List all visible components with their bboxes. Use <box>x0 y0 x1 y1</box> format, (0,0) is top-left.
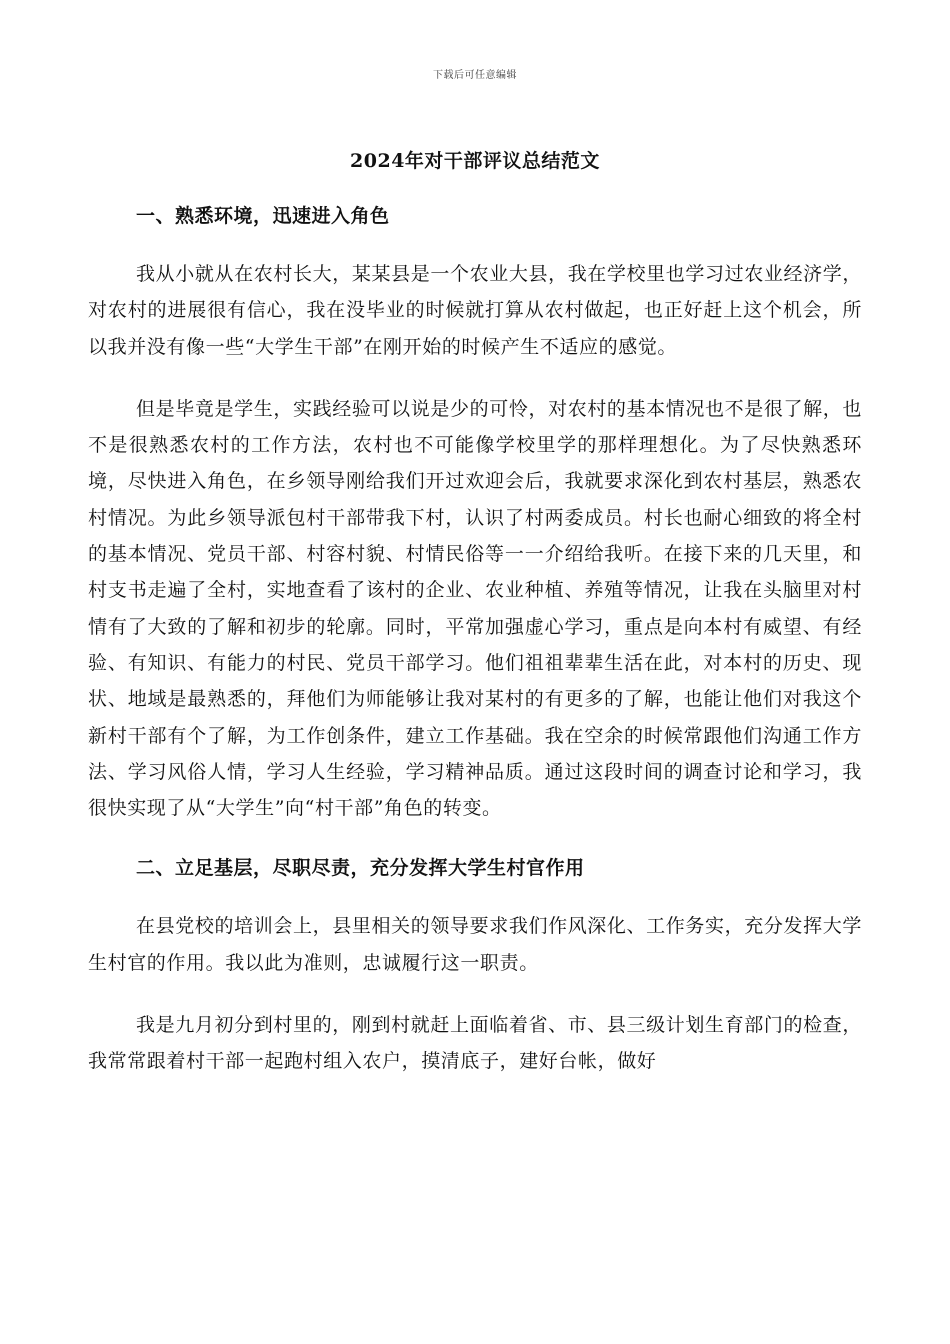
section-1-paragraph-2: 但是毕竟是学生，实践经验可以说是少的可怜，对农村的基本情况也不是很了解，也不是很熟悉农村的工作方法，农村也不可能像学校里学的那样理想化。为了尽快熟悉环境，尽快进入角色，在乡领导刚给我们开过欢迎会后，我就要求深化到农村基层，熟悉农村情况。为此乡领导派包村干部带我下村，认识了村两委成员。村长也耐心细致的将全村的基本情况、党员干部、村容村貌、村情民俗等一一介绍给我听。在接下来的几天里，和村支书走遍了全村，实地查看了该村的企业、农业种植、养殖等情况，让我在头脑里对村情有了大致的了解和初步的轮廓。同时，平常加强虚心学习，重点是向本村有威望、有经验、有知识、有能力的村民、党员干部学习。他们祖祖辈辈生活在此，对本村的历史、现状、地域是最熟悉的，拜他们为师能够让我对某村的有更多的了解，也能让他们对我这个新村干部有个了解，为工作创条件，建立工作基础。我在空余的时候常跟他们沟通工作方法、学习风俗人情，学习人生经验，学习精神品质。通过这段时间的调查讨论和学习，我很快实现了从“大学生”向“村干部”角色的转变。 <box>88 397 862 820</box>
section-heading-2: 二、立足基层，尽职尽责，充分发挥大学生村官作用 <box>136 857 585 880</box>
document-title: 2024年对干部评议总结范文 <box>350 150 600 172</box>
section-2-paragraph-2: 我是九月初分到村里的，刚到村就赶上面临着省、市、县三级计划生育部门的检查，我常常跟着村干部一起跑村组入农户，摸清底子，建好台帐，做好 <box>88 1014 862 1073</box>
header-note: 下载后可任意编辑 <box>433 70 517 81</box>
section-heading-1: 一、熟悉环境，迅速进入角色 <box>136 205 390 227</box>
section-1-paragraph-1: 我从小就从在农村长大，某某县是一个农业大县，我在学校里也学习过农业经济学，对农村的进展很有信心，我在没毕业的时候就打算从农村做起，也正好赶上这个机会，所以我并没有像一些“大学生干部”在刚开始的时候产生不适应的感觉。 <box>88 263 862 358</box>
section-2-paragraph-1: 在县党校的培训会上，县里相关的领导要求我们作风深化、工作务实，充分发挥大学生村官的作用。我以此为准则，忠诚履行这一职责。 <box>88 915 862 974</box>
document-body <box>88 200 862 1106</box>
